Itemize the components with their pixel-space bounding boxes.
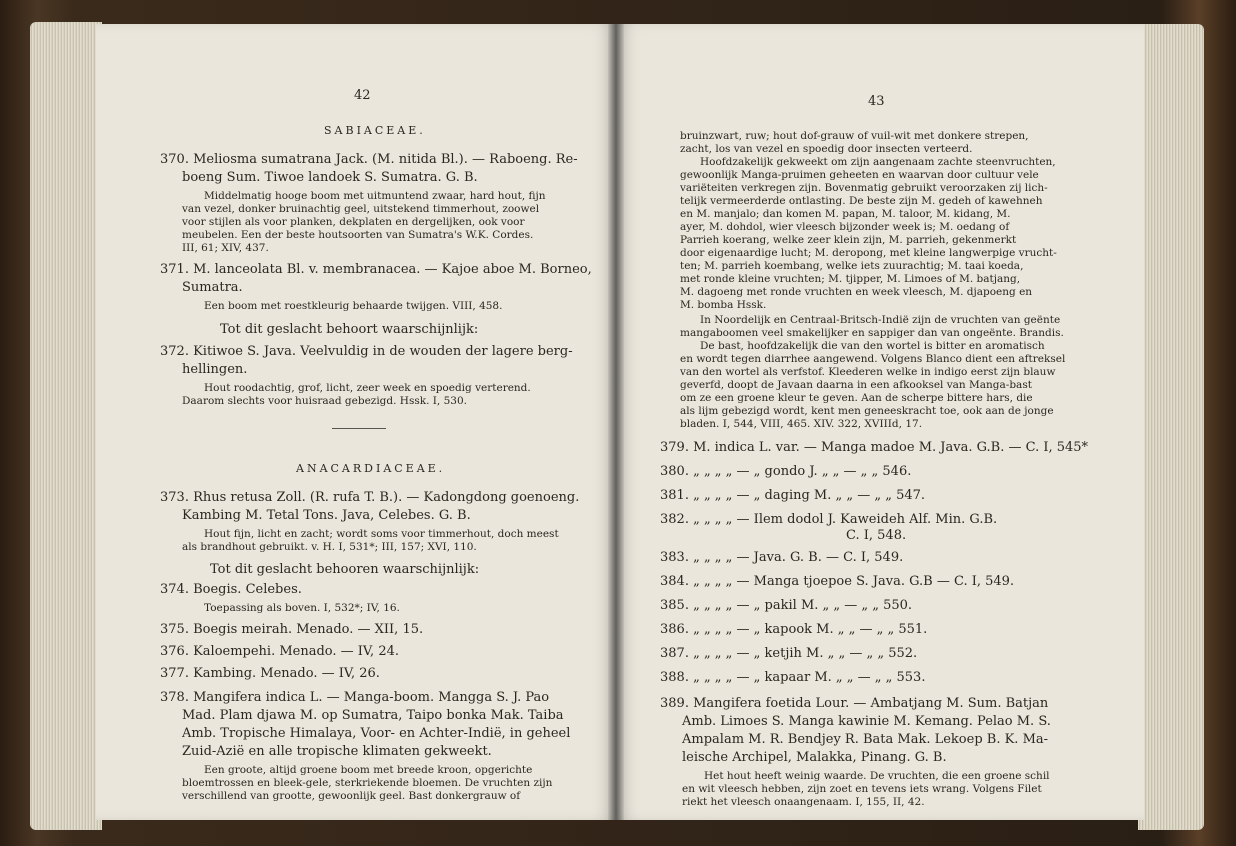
- entry-374-line1: 374. Boegis. Celebes.: [160, 582, 302, 597]
- entry-370-desc: van vezel, donker bruinachtig geel, uitstekend timmerhout, zoowel: [182, 203, 540, 215]
- entry-372-line1: 372. Kitiwoe S. Java. Veelvuldig in de wouden der lagere berg-: [160, 344, 573, 359]
- paragraph-line: gewoonlijk Manga-pruimen geheeten en waarvan door cultuur vele: [680, 169, 1039, 181]
- paragraph-line: met ronde kleine vruchten; M. tjipper, M. Limoes of M. batjang,: [680, 273, 1021, 285]
- entry-375: 375. Boegis meirah. Menado. — XII, 15.: [160, 622, 424, 637]
- paragraph-line: geverfd, doopt de Javaan daarna in een afkooksel van Manga-bast: [680, 379, 1032, 391]
- entry-373-line1: 373. Rhus retusa Zoll. (R. rufa T. B.). — Kadongdong goenoeng.: [160, 490, 580, 505]
- book-gutter: [608, 24, 624, 820]
- entry-389-line3: Ampalam M. R. Bendjey R. Bata Mak. Lekoep B. K. Ma-: [682, 732, 1049, 747]
- section-heading-anacardiaceae: ANACARDIACEAE.: [296, 462, 446, 475]
- entry-371-line1: 371. M. lanceolata Bl. v. membranacea. — Kajoe aboe M. Borneo,: [160, 262, 592, 277]
- entry-372-desc: Daarom slechts voor huisraad gebezigd. Hssk. I, 530.: [182, 395, 467, 407]
- paragraph-line: ten; M. parrieh koembang, welke iets zuurachtig; M. taai koeda,: [680, 260, 1024, 272]
- entry-379: 379. M. indica L. var. — Manga madoe M. Java. G.B. — C. I, 545*: [660, 440, 1089, 455]
- entry-389-line2: Amb. Limoes S. Manga kawinie M. Kemang. Pelao M. S.: [682, 714, 1051, 729]
- entry-378-line3: Amb. Tropische Himalaya, Voor- en Achter-Indië, in geheel: [182, 726, 571, 741]
- entry-382-line2: C. I, 548.: [846, 528, 907, 543]
- entry-374-desc: Toepassing als boven. I, 532*; IV, 16.: [204, 602, 400, 614]
- paragraph-line: als lijm gebezigd wordt, kent men geneeskracht toe, ook aan de jonge: [680, 405, 1054, 417]
- right-page-edges: [1138, 24, 1204, 830]
- entry-378-line4: Zuid-Azië en alle tropische klimaten gekweekt.: [182, 744, 492, 759]
- paragraph-line: bladen. I, 544, VIII, 465. XIV. 322, XVIIId, 17.: [680, 418, 923, 430]
- page-number: 42: [354, 88, 371, 103]
- entry-378-line2: Mad. Plam djawa M. op Sumatra, Taipo bonka Mak. Taiba: [182, 708, 564, 723]
- entry-386: 386. „ „ „ „ — „ kapook M. „ „ — „ „ 551.: [660, 622, 928, 637]
- paragraph-line: en M. manjalo; dan komen M. papan, M. taloor, M. kidang, M.: [680, 208, 1011, 220]
- page-number: 43: [868, 94, 885, 109]
- entry-378-line1: 378. Mangifera indica L. — Manga-boom. Mangga S. J. Pao: [160, 690, 550, 705]
- paragraph-line: mangaboomen veel smakelijker en sappiger dan van ongeënte. Brandis.: [680, 327, 1064, 339]
- paragraph-line: telijk vermeerderde ontlasting. De beste zijn M. gedeh of kawehneh: [680, 195, 1043, 207]
- paragraph-line: M. dagoeng met ronde vruchten en week vleesch, M. djapoeng en: [680, 286, 1033, 298]
- entry-385: 385. „ „ „ „ — „ pakil M. „ „ — „ „ 550.: [660, 598, 913, 613]
- entry-380: 380. „ „ „ „ — „ gondo J. „ „ — „ „ 546.: [660, 464, 912, 479]
- entry-381: 381. „ „ „ „ — „ daging M. „ „ — „ „ 547.: [660, 488, 926, 503]
- group-note: Tot dit geslacht behoort waarschijnlijk:: [220, 322, 479, 337]
- paragraph-line: In Noordelijk en Centraal-Britsch-Indië zijn de vruchten van geënte: [700, 314, 1061, 326]
- paragraph-line: en wordt tegen diarrhee aangewend. Volgens Blanco dient een aftreksel: [680, 353, 1066, 365]
- entry-373-desc: Hout fijn, licht en zacht; wordt soms voor timmerhout, doch meest: [204, 528, 559, 540]
- entry-371-desc: Een boom met roestkleurig behaarde twijgen. VIII, 458.: [204, 300, 503, 312]
- entry-376: 376. Kaloempehi. Menado. — IV, 24.: [160, 644, 399, 659]
- group-note: Tot dit geslacht behooren waarschijnlijk:: [210, 562, 480, 577]
- entry-370-line1: 370. Meliosma sumatrana Jack. (M. nitida Bl.). — Raboeng. Re-: [160, 152, 578, 167]
- left-page: [96, 24, 616, 820]
- entry-388: 388. „ „ „ „ — „ kapaar M. „ „ — „ „ 553.: [660, 670, 926, 685]
- paragraph-line: M. bomba Hssk.: [680, 299, 767, 311]
- section-divider: [332, 428, 386, 429]
- section-heading-sabiaceae: SABIACEAE.: [324, 124, 426, 137]
- entry-371-line2: Sumatra.: [182, 280, 243, 295]
- entry-378-desc: bloemtrossen en bleek-gele, sterkriekende bloemen. De vruchten zijn: [182, 777, 553, 789]
- entry-373-desc: als brandhout gebruikt. v. H. I, 531*; III, 157; XVI, 110.: [182, 541, 477, 553]
- entry-382-line1: 382. „ „ „ „ — Ilem dodol J. Kaweideh Alf. Min. G.B.: [660, 512, 998, 527]
- entry-387: 387. „ „ „ „ — „ ketjih M. „ „ — „ „ 552.: [660, 646, 918, 661]
- paragraph-line: van den wortel als verfstof. Kleederen welke in indigo eerst zijn blauw: [680, 366, 1056, 378]
- entry-389-desc: en wit vleesch hebben, zijn zoet en tevens iets wrang. Volgens Filet: [682, 783, 1042, 795]
- entry-370-desc: voor stijlen als voor planken, dekplaten en dergelijken, ook voor: [182, 216, 525, 228]
- entry-378-desc: verschillend van grootte, gewoonlijk geel. Bast donkergrauw of: [182, 790, 521, 802]
- entry-389-desc: riekt het vleesch onaangenaam. I, 155, II, 42.: [682, 796, 925, 808]
- entry-389-desc: Het hout heeft weinig waarde. De vruchten, die een groene schil: [704, 770, 1050, 782]
- entry-378-desc: Een groote, altijd groene boom met breede kroon, opgerichte: [204, 764, 533, 776]
- entry-383: 383. „ „ „ „ — Java. G. B. — C. I, 549.: [660, 550, 904, 565]
- entry-372-desc: Hout roodachtig, grof, licht, zeer week en spoedig verterend.: [204, 382, 531, 394]
- paragraph-line: Hoofdzakelijk gekweekt om zijn aangenaam zachte steenvruchten,: [700, 156, 1056, 168]
- right-page: [616, 24, 1144, 820]
- paragraph-line: bruinzwart, ruw; hout dof-grauw of vuil-wit met donkere strepen,: [680, 130, 1029, 142]
- entry-372-line2: hellingen.: [182, 362, 248, 377]
- paragraph-line: ayer, M. dohdol, wier vleesch bijzonder week is; M. oedang of: [680, 221, 1010, 233]
- left-page-edges: [30, 22, 102, 830]
- entry-370-line2: boeng Sum. Tiwoe landoek S. Sumatra. G. B.: [182, 170, 478, 185]
- paragraph-line: door eigenaardige lucht; M. deropong, met kleine langwerpige vrucht-: [680, 247, 1057, 259]
- paragraph-line: zacht, los van vezel en spoedig door insecten verteerd.: [680, 143, 973, 155]
- entry-389-line4: leische Archipel, Malakka, Pinang. G. B.: [682, 750, 947, 765]
- paragraph-line: De bast, hoofdzakelijk die van den wortel is bitter en aromatisch: [700, 340, 1045, 352]
- entry-370-desc: III, 61; XIV, 437.: [182, 242, 269, 254]
- entry-377: 377. Kambing. Menado. — IV, 26.: [160, 666, 380, 681]
- entry-373-line2: Kambing M. Tetal Tons. Java, Celebes. G. B.: [182, 508, 471, 523]
- entry-370-desc: meubelen. Een der beste houtsoorten van Sumatra's W.K. Cordes.: [182, 229, 534, 241]
- entry-384: 384. „ „ „ „ — Manga tjoepoe S. Java. G.B — C. I, 549.: [660, 574, 1015, 589]
- paragraph-line: variëteiten verkregen zijn. Bovenmatig gebruikt veroorzaken zij lich-: [680, 182, 1048, 194]
- paragraph-line: Parrieh koerang, welke zeer klein zijn, M. parrieh, gekenmerkt: [680, 234, 1017, 246]
- paragraph-line: om ze een groene kleur te geven. Aan de scherpe bittere hars, die: [680, 392, 1033, 404]
- entry-389-line1: 389. Mangifera foetida Lour. — Ambatjang M. Sum. Batjan: [660, 696, 1049, 711]
- entry-370-desc: Middelmatig hooge boom met uitmuntend zwaar, hard hout, fijn: [204, 190, 546, 202]
